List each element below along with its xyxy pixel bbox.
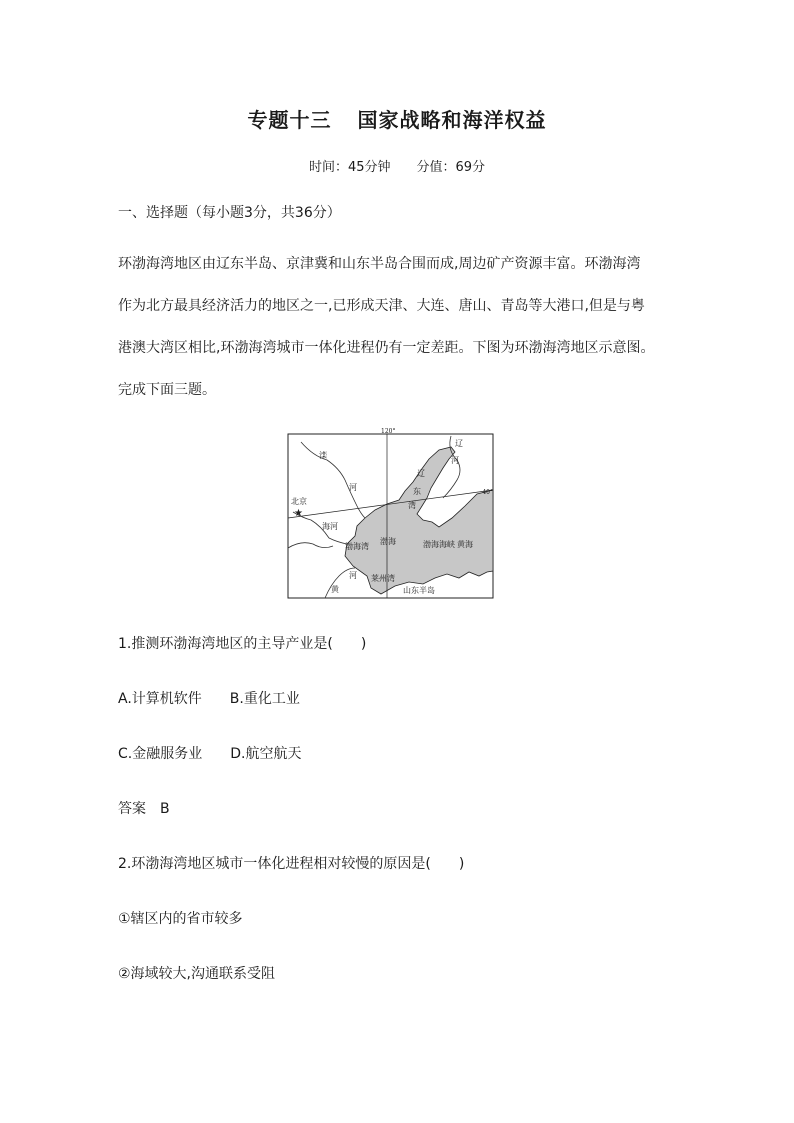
question-2-stem: 2.环渤海湾地区城市一体化进程相对较慢的原因是( ) [118,856,465,872]
beijing-label: 北京 [291,497,307,506]
title-topic-name: 国家战略和海洋权益 [357,108,547,132]
liaodong-bay-label: 东 [413,487,421,496]
passage-line: 环渤海湾地区由辽东半岛、京津冀和山东半岛合围而成,周边矿产资源丰富。环渤海湾 [118,256,641,272]
luan-river-label: 滦 [319,451,327,460]
question-2-item: ②海域较大,沟通联系受阻 [118,966,276,982]
question-1-stem: 1.推测环渤海湾地区的主导产业是( ) [118,636,367,652]
hai-river-label: 海河 [322,522,338,531]
passage-line: 作为北方最具经济活力的地区之一,已形成天津、大连、唐山、青岛等大港口,但是与粤 [118,298,645,314]
liao-river-label: 河 [451,456,459,465]
longitude-label: 120° [381,428,396,435]
passage-line: 港澳大湾区相比,环渤海湾城市一体化进程仍有一定差距。下图为环渤海湾地区示意图。 [118,340,655,356]
question-1-options: A.计算机软件 B.重化工业 [118,691,300,707]
question-2-item: ①辖区内的省市较多 [118,911,243,927]
liaodong-bay-label: 辽 [417,469,425,478]
shandong-peninsula-label: 山东半岛 [403,586,435,595]
yellow-river-label: 黄 [331,585,339,594]
section-heading: 一、选择题（每小题3分，共36分） [118,205,341,221]
liao-river-label: 辽 [455,439,463,448]
page-title [0,104,794,133]
capital-star-icon: ★ [294,508,303,519]
exam-meta [0,156,794,175]
latitude-label: 40° [482,489,493,496]
title-topic-number: 专题十三 [247,108,332,132]
yellow-river-label: 河 [349,571,357,580]
bohai-bay-label: 渤海湾 [345,542,369,551]
passage-line: 完成下面三题。 [118,382,216,398]
laizhou-bay-label: 莱州湾 [371,574,395,583]
time-label: 时间：45分钟 [308,160,391,175]
yellow-sea-label: 黄海 [457,540,473,549]
bohai-strait-label: 渤海海峡 [423,540,455,549]
bohai-bay-map [287,426,494,600]
question-1-answer: 答案 B [118,801,170,817]
bohai-sea-label: 渤海 [380,537,396,546]
liaodong-bay-label: 湾 [408,501,416,510]
luan-river-label: 河 [349,483,357,492]
score-label: 分值：69分 [416,160,486,175]
question-1-options: C.金融服务业 D.航空航天 [118,746,302,762]
